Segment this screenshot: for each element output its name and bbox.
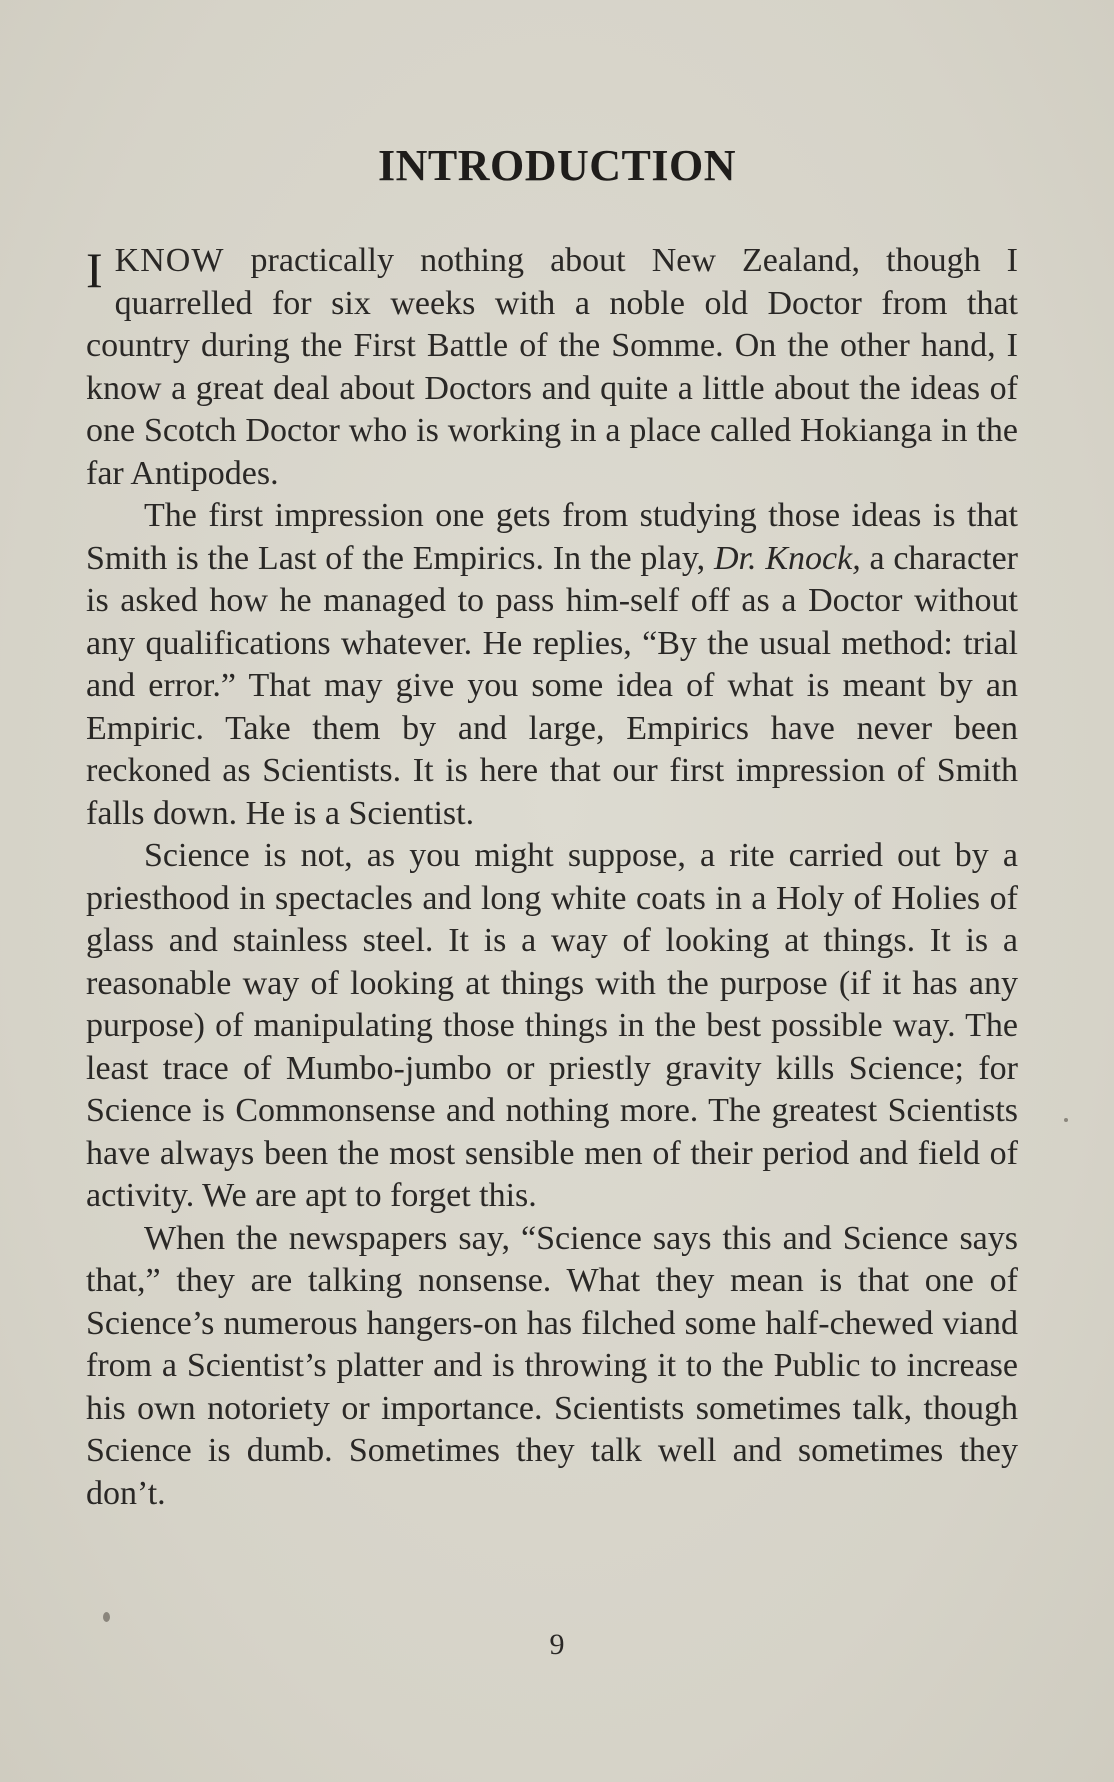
paragraph-3: Science is not, as you might suppose, a rite carried out by a priesthood in spectacles and long white coats in a Holy of Holies of glass and stainless steel. It is a way of looking at things. It is a reasonable way of looking at things with the purpose (if it has any purpose) of manipulating those things in the best possible way. The least trace of Mumbo-jumbo or priestly gravity kills Science; for Science is Commonsense and nothing more. The greatest Scientists have always been the most sensible men of their period and field of activity. We are apt to forget this. (86, 837, 1018, 1214)
lead-word: KNOW (114, 242, 225, 279)
drop-cap: I (86, 242, 103, 298)
paragraph-2-text-after: a character is asked how he managed to pass him-self off as a Doctor without any qualifications whatever. He replies, “By the usual method: trial and error.” That may give you some idea of what is meant by an Empiric. Take them by and large, Empirics have never been reckoned as Scientists. It is here that our first impression of Smith falls down. He is a Scientist. (86, 539, 1018, 832)
paragraph-4: When the newspapers say, “Science says this and Science says that,” they are talking nonsense. What they mean is that one of Science’s numerous hangers-on has filched some half-chewed viand from a Scientist’s platter and is throwing it to the Public to increase his own notoriety or importance. Scientists sometimes talk, though Science is dumb. Sometimes they talk well and sometimes they don’t. (86, 1219, 1018, 1512)
paragraph-2 (86, 495, 1018, 835)
ink-speck (103, 1612, 110, 1622)
ink-speck (1064, 1118, 1068, 1122)
paragraph-1 (86, 240, 1018, 495)
page-number: 9 (549, 1628, 565, 1661)
play-title: Dr. Knock, (714, 539, 861, 577)
body-text (86, 240, 1018, 1515)
page-title: INTRODUCTION (377, 141, 737, 190)
paragraph-2-text-before: The first impression one gets from studying those ideas is that Smith is the Last of the Empirics. In the play, (86, 497, 1018, 577)
paragraph-1-text: practically nothing about New Zealand, though I quarrelled for six weeks with a noble old Doctor from that country during the First Battle of the Somme. On the other hand, I know a great deal about Doctors and quite a little about the ideas of one Scotch Doctor who is working in a place called Hokianga in the far Antipodes. (86, 242, 1018, 492)
